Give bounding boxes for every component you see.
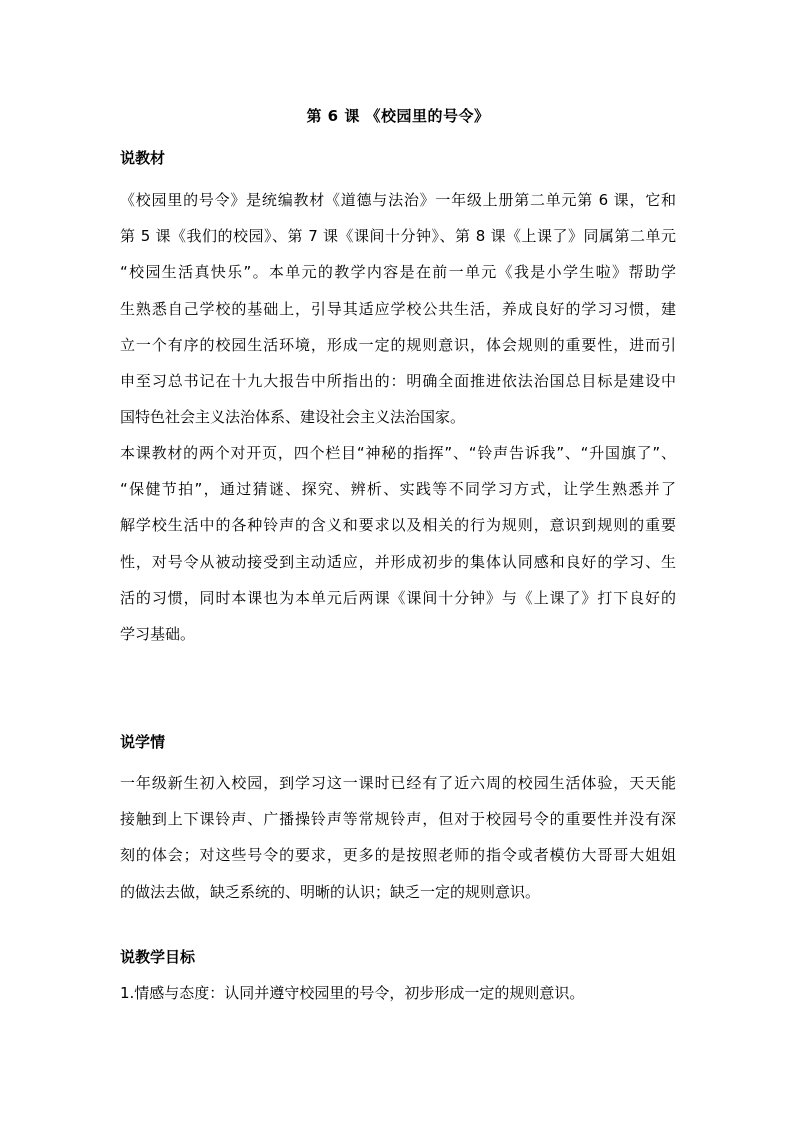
text-line: 学习基础。 bbox=[120, 625, 196, 644]
text-line: 接触到上下课铃声、广播操铃声等常规铃声，但对于校园号令的重要性并没有深 bbox=[120, 810, 676, 829]
text-line: 解学校生活中的各种铃声的含义和要求以及相关的行为规则，意识到规则的重要 bbox=[120, 516, 676, 535]
paragraph-goals bbox=[120, 975, 676, 1011]
text-line: 申至习总书记在十九大报告中所指出的：明确全面推进依法治国总目标是建设中 bbox=[120, 372, 676, 391]
section-heading-textbook: 说教材 bbox=[120, 149, 166, 167]
text-line: 生熟悉自己学校的基础上，引导其适应学校公共生活，养成良好的学习习惯，建 bbox=[120, 299, 676, 318]
text-line: 刻的体会；对这些号令的要求，更多的是按照老师的指令或者模仿大哥哥大姐姐 bbox=[120, 846, 676, 865]
text-line: 1.情感与态度：认同并遵守校园里的号令，初步形成一定的规则意识。 bbox=[120, 984, 585, 1002]
text-line: “校园生活真快乐”。本单元的教学内容是在前一单元《我是小学生啦》帮助学 bbox=[120, 263, 676, 282]
document-title: 第 6 课 《校园里的号令》 bbox=[306, 107, 490, 125]
paragraph-textbook-1 bbox=[120, 182, 676, 435]
text-line: 国特色社会主义法治体系、建设社会主义法治国家。 bbox=[120, 408, 466, 427]
section-heading-goals: 说教学目标 bbox=[120, 948, 196, 966]
text-line: “保健节拍”，通过猜谜、探究、辨析、实践等不同学习方式，让学生熟悉并了 bbox=[120, 480, 676, 499]
document-page bbox=[120, 0, 676, 1123]
text-line: 一年级新生初入校园，到学习这一课时已经有了近六周的校园生活体验，天天能 bbox=[120, 774, 676, 792]
text-line: 活的习惯，同时本课也为本单元后两课《课间十分钟》与《上课了》打下良好的 bbox=[120, 588, 676, 607]
text-line: 本课教材的两个对开页，四个栏目“神秘的指挥”、“铃声告诉我”、“升国旗了”、 bbox=[120, 444, 676, 462]
text-line: 的做法去做，缺乏系统的、明晰的认识；缺乏一定的规则意识。 bbox=[120, 882, 541, 901]
text-line: 立一个有序的校园生活环境，形成一定的规则意识，体会规则的重要性，进而引 bbox=[120, 335, 676, 354]
text-line: 性，对号令从被动接受到主动适应，并形成初步的集体认同感和良好的学习、生 bbox=[120, 552, 676, 571]
paragraph-textbook-2 bbox=[120, 435, 676, 652]
paragraph-learners bbox=[120, 765, 676, 910]
text-line: 第 5 课《我们的校园》、第 7 课《课间十分钟》、第 8 课《上课了》同属第二单元 bbox=[120, 227, 676, 246]
text-line: 《校园里的号令》是统编教材《道德与法治》一年级上册第二单元第 6 课，它和 bbox=[120, 191, 676, 209]
section-heading-learners: 说学情 bbox=[120, 733, 166, 751]
